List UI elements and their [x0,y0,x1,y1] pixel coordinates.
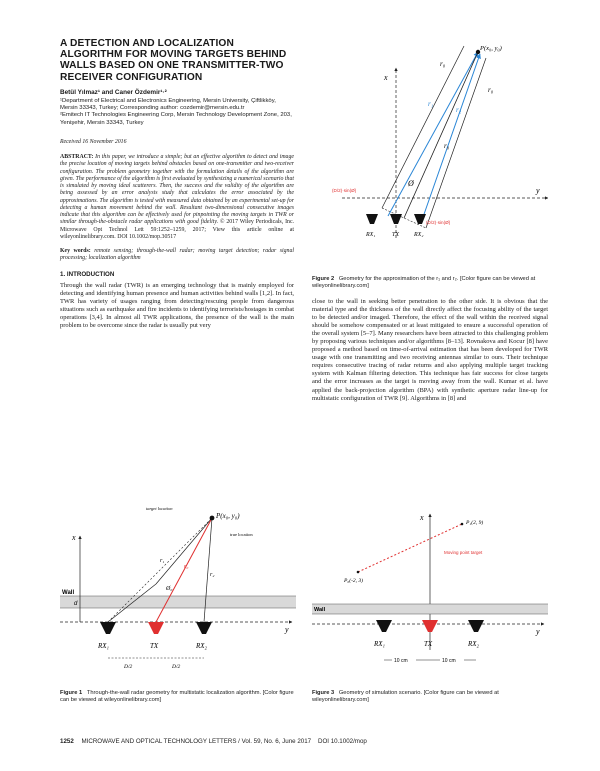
fig3-caption-text: Geometry of simulation scenario. [Color figure can be viewed at wileyonlinelibrary.com] [312,690,499,704]
abstract-text: In this paper, we introduce a simple; but an effective algorithm to detect and image the precise location of moving targets behind obstacles based on one-transmitter and two-receiver configuration. The problem geometry together with the formulation details of the algorithm are given. The performance of the algorithm is first evaluated by synthesizing a numerical scenario that is simulated by moving ideal scatterers. Then, the success and the validity of the algorithm are being assessed by an error analysis study that calculates the error associated by the approximations. The algorithm is tested with measured data obtained by an experimental set-up for detecting a human movement behind the wall. Resultant two-dimensional consecutive images indicate that this algorithm can be effectively used for pinpointing the moving targets in TWR or similar through-the-obstacle radar applications with good fidelity. [60,154,294,226]
keywords-label: Key words: [60,248,91,254]
keywords-text: remote sensing; through-the-wall radar; moving target detection; radar signal processing; localization algorithm [60,248,294,262]
right-column-text [312,298,548,403]
fig2-phi-label: Ø [408,179,414,188]
fig1-r1-label: r₁ [160,558,165,564]
fig1-d2-left: D/2 [124,664,133,670]
received-date: Received 16 November 2016 [60,139,127,145]
fig3-p1-point [461,523,464,526]
fig3-caption-label: Figure 3 [312,690,335,696]
fig3-rx2-antenna [468,620,484,632]
paper-title: A DETECTION AND LOCALIZATION ALGORITHM FOR MOVING TARGETS BEHIND WALLS BASED ON ONE TRANSMITTER-TWO RECEIVER CONFIGURATION [60,38,287,83]
fig2-target-label: P(x₀, y₀) [480,45,502,52]
fig2-r0a-label: r₀ [440,60,446,68]
fig3-rx2-label: RX₂ [468,640,479,648]
fig2-rx2-antenna [414,214,426,224]
fig1-target-location: target location [146,506,173,511]
fig3-path-label: Moving point target [444,550,483,555]
figure-1-diagram [60,506,296,686]
fig1-d2-right: D/2 [172,664,181,670]
intro-paragraph: Through the wall radar (TWR) is an emerging technology that is mainly employed for detecting and identifying human presence and human activities behind walls [1,2]. In fact, TWR has variety of usages ranging from detecting/rescuing people from dangerous situations such as earthquake and fire incidents to identifying terrorists/hostages in combat operations [3,4]. In almost all TWR applications, the presence of the wall is the main problem to be overcome since the radar is usually put very [60,281,294,329]
page-number: 1252 [60,738,74,745]
fig2-x-label: x [384,73,388,82]
fig3-dist2: 10 cm [442,658,456,664]
fig3-rx1-antenna [376,620,392,632]
fig2-line-left [382,46,464,208]
fig3-wall-label: Wall [314,607,326,613]
fig2-r0b-label: r₀ [488,86,494,94]
fig1-rx2-antenna [196,622,212,634]
fig2-r2-label: r₂ [456,106,462,114]
abstract-label: ABSTRACT: [60,154,94,160]
fig2-tx-antenna [390,214,402,224]
fig2-rx1-label: RX₁ [366,232,376,238]
fig3-path-line [358,524,462,572]
fig1-tx-label: TX [150,642,159,650]
fig3-rx1-label: RX₁ [374,640,385,648]
fig2-ray-r1 [388,52,478,216]
figure-2-diagram [312,38,548,256]
fig3-tx-antenna [422,620,438,632]
wall-band [60,596,296,608]
fig1-r2-label: r₂ [210,572,215,578]
page-footer [60,738,550,745]
fig2-rx2-label: RX₂ [414,232,424,238]
fig3-tx-label: TX [424,640,433,648]
fig3-wall-band [312,604,548,614]
abstract [60,154,294,241]
fig1-phi-label: Ø₀ [166,586,173,592]
abstract-copyright: © 2017 Wiley Periodicals, Inc. Microwave Opt Technol Lett 59:1252–1259, 2017; View this article online at wileyonlinelibrary.com. DOI 10.1002/mop.30517 [60,219,294,240]
fig1-x-label: x [72,533,76,542]
journal-info: MICROWAVE AND OPTICAL TECHNOLOGY LETTERS / Vol. 59, No. 6, June 2017 [81,738,312,745]
fig2-left-point-label: (D/2)·sin(Ø) [332,188,357,193]
fig3-dist1: 10 cm [394,658,408,664]
figure-3-caption [312,690,548,704]
fig1-target-label: P(x₀, y₀) [216,512,240,520]
fig2-caption-text: Geometry for the approximation of the r₁ and r₂. [Color figure can be viewed at wileyonlinelibrary.com] [312,276,536,290]
fig2-line-right [426,58,486,228]
fig1-tx-antenna [148,622,164,634]
fig1-rx2-label: RX₂ [196,642,207,650]
fig3-p0-point [357,571,360,574]
fig1-wall-label: Wall [62,590,75,596]
footer-doi: DOI 10.1002/mop [317,738,367,745]
fig2-ray-r0 [404,52,478,218]
right-paragraph: close to the wall in seeking better penetration to the other side. It is obvious that the material type and the thickness of the wall directly affect the focusing ability of the target to be detected and/or imaged. Therefore, the effect of the wall within the received signal should be somehow compensated or at least mitigated to ensure a successful operation of the overall system [5–7]. Many researchers have been attracted to this challenging problem by proposing various techniques and/or algorithms [8–13]. Rovnakova and Kocur [8] have proposed a method based on time-of-arrival estimation that has been developed for TWR usage with one transmitting and two receiving antennas similar to ours. Their technique requires consecutive tracing of radar returns and also applying multiple target tracking system with Kalman filtering detection. This technique has fair success for close targets and the error increases as the target is moving away from the wall. Kumar et al. have applied the back-projection algorithm (BPA) with synthetic aperture radar line-up for multistatic configuration of TWR [9]. Algorithms in [8] and [312,298,548,402]
fig2-r0-label: r₀ [444,142,450,150]
fig2-r1-label: r₁ [428,100,434,108]
fig1-r0-label: r₀ [184,564,189,570]
fig2-y-label: y [536,186,540,195]
keywords [60,248,294,263]
figure-3-diagram [312,510,548,678]
fig3-p0-label: P₀(-2, 3) [344,578,364,584]
section-heading-intro: 1. INTRODUCTION [60,270,115,278]
fig1-rx1-label: RX₁ [98,642,109,650]
affiliation-2: ²Emitech IT Technologies Engineering Corp, Mersin Technology Development Zone, 203, Yenişehir, Mersin 33343, Turkey [60,112,292,126]
left-column [60,38,294,330]
fig1-d-label: d [74,601,78,607]
paper-authors: Betül Yılmaz¹ and Caner Özdemir¹·² [60,88,167,96]
fig2-caption-label: Figure 2 [312,276,335,282]
fig2-ray-r2 [422,54,480,220]
fig3-y-label: y [536,627,540,636]
fig1-rx1-antenna [100,622,116,634]
fig1-caption-label: Figure 1 [60,690,83,696]
fig3-x-label: x [420,513,424,522]
figure-1-caption [60,690,296,704]
fig3-p1-text: P₁(2, 9) [466,520,484,526]
figure-2-caption [312,276,548,290]
affiliation-1: ¹Department of Electrical and Electronics Engineering, Mersin University, Çiftlikköy, Mersin 33343, Turkey; Corresponding author: cozdemir@mersin.edu.tr [60,97,276,112]
fig1-y-label: y [285,625,289,634]
fig1-target-point [210,516,215,521]
fig2-rx1-antenna [366,214,378,224]
fig2-tx-label: TX [392,232,400,238]
fig1-caption-text: Through-the-wall radar geometry for multistatic localization algorithm. [Color figure can be viewed at wileyonlinelibrary.com] [60,690,294,704]
fig1-true-location: true location [230,532,253,537]
fig2-right-point-label: (D/2)·sin(Ø) [426,220,451,225]
